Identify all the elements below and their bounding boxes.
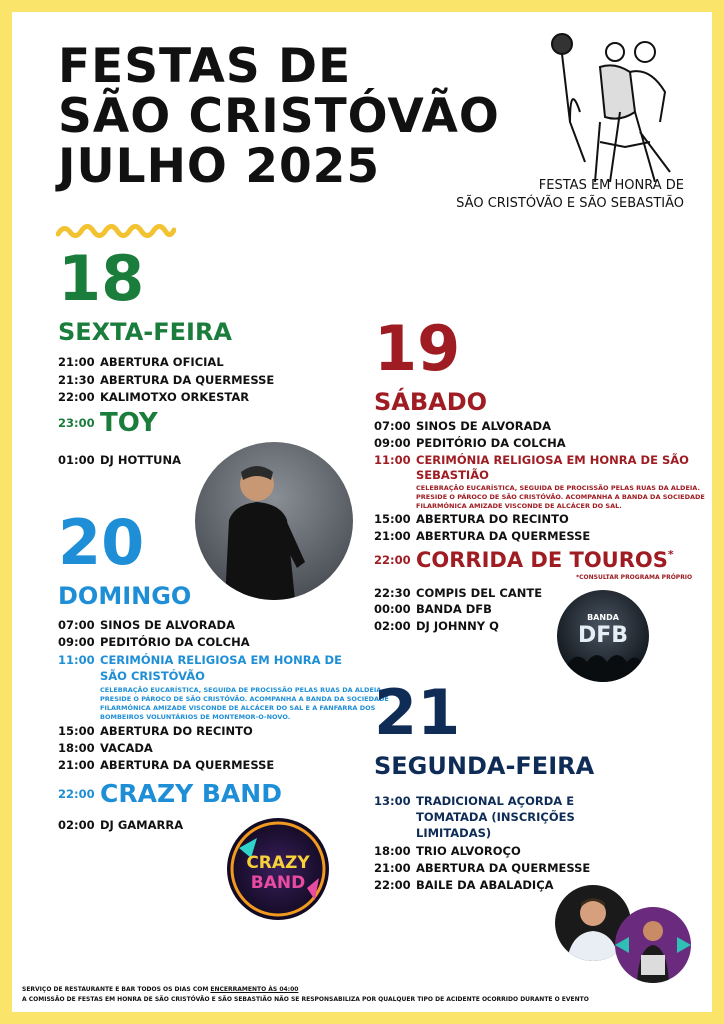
title-line-1: FESTAS DE [58,39,352,94]
day20-number: 20 [58,506,145,579]
day20-event: 18:00 VACADA [58,741,153,755]
day20-ceremony: 11:00 CERIMÓNIA RELIGIOSA EM HONRA DE [58,653,342,667]
crazy-logo-line2: BAND [250,873,306,893]
day20-ceremony-note: CELEBRAÇÃO EUCARÍSTICA, SEGUIDA DE PROCISSÃO PELAS RUAS DA ALDEIA. PRESIDE O PÁROCO DE SÃO CRISTÓVÃO. ACOMPANHA A BANDA DA SOCIEDADE FILARMÓNICA AMIZADE VISCONDE DE ALCÁCER DO SAL E A FANFARRA DOS BOMBEIROS VOLUNTÁRIOS DE MONTEMOR-O-NOVO. [100,686,389,721]
singer-silhouette-icon [195,442,353,600]
day18-event: 21:30 ABERTURA DA QUERMESSE [58,373,275,387]
day18-number: 18 [58,242,145,315]
day19-ceremony-line2: SEBASTIÃO [416,468,489,482]
day21-event: 22:00 BAILE DA ABALADIÇA [374,878,554,892]
day20-event: 07:00 SINOS DE ALVORADA [58,618,235,632]
day18-event: 22:00 KALIMOTXO ORKESTAR [58,390,250,404]
saints-illustration [540,22,690,182]
musician-photo-2 [615,907,691,983]
day20-highlight: 22:00 CRAZY BAND [58,779,282,808]
dfb-logo-big: DFB [577,623,629,648]
poster [12,12,712,1012]
day19-event: 00:00 BANDA DFB [374,602,492,616]
day20-ceremony-line2: SÃO CRISTÓVÃO [100,669,205,683]
day19-number: 19 [374,312,461,385]
dfb-art [557,590,649,682]
day18-highlight: 23:00 TOY [58,408,158,438]
crazy-logo-line1: CRAZY [246,853,310,873]
day20-event: 21:00 ABERTURA DA QUERMESSE [58,758,275,772]
day21-first-line3: LIMITADAS) [416,826,492,840]
day19-ceremony: 11:00 CERIMÓNIA RELIGIOSA EM HONRA DE SÃO [374,453,689,467]
day19-highlight-note: *CONSULTAR PROGRAMA PRÓPRIO [576,574,693,581]
toy-photo [195,442,353,600]
day21-first: 13:00 TRADICIONAL AÇORDA E [374,794,575,808]
day20-event: 09:00 PEDITÓRIO DA COLCHA [58,635,250,649]
footer-line-2: A COMISSÃO DE FESTAS EM HONRA DE SÃO CRISTÓVÃO E SÃO SEBASTIÃO NÃO SE RESPONSABILIZA POR QUALQUER TIPO DE ACIDENTE OCORRIDO DURANTE O EVENTO [22,996,589,1003]
honra-line-2: SÃO CRISTÓVÃO E SÃO SEBASTIÃO [456,196,684,211]
day19-event: 21:00 ABERTURA DA QUERMESSE [374,529,591,543]
dfb-logo-small: BANDA [587,613,619,622]
day20-name: DOMINGO [58,582,192,610]
banda-dfb-logo [557,590,649,682]
day19-event: 02:00 DJ JOHNNY Q [374,619,499,633]
day19-event: 15:00 ABERTURA DO RECINTO [374,512,569,526]
day19-name: SÁBADO [374,388,488,416]
day21-first-line2: TOMATADA (INSCRIÇÕES [416,810,575,824]
day18-name: SEXTA-FEIRA [58,318,232,346]
day19-highlight: 22:00 CORRIDA DE TOUROS* [374,548,674,572]
day18-event: 21:00 ABERTURA OFICIAL [58,355,224,369]
footer-line-1: SERVIÇO DE RESTAURANTE E BAR TODOS OS DIAS COM ENCERRAMENTO ÀS 04:00 [22,986,299,993]
day21-event: 18:00 TRIO ALVOROÇO [374,844,521,858]
honra-line-1: FESTAS EM HONRA DE [538,178,684,193]
day21-event: 21:00 ABERTURA DA QUERMESSE [374,861,591,875]
day21-name: SEGUNDA-FEIRA [374,752,595,780]
day19-event: 22:30 COMPIS DEL CANTE [374,586,543,600]
day20-late: 02:00 DJ GAMARRA [58,818,184,832]
day21-number: 21 [374,676,461,749]
accordion-player-icon [615,907,691,983]
title-line-2: SÃO CRISTÓVÃO [58,89,500,144]
day19-event: 09:00 PEDITÓRIO DA COLCHA [374,436,566,450]
day20-event: 15:00 ABERTURA DO RECINTO [58,724,253,738]
day19-ceremony-note: CELEBRAÇÃO EUCARÍSTICA, SEGUIDA DE PROCISSÃO PELAS RUAS DA ALDEIA. PRESIDE O PÁROCO DE SÃO CRISTÓVÃO. ACOMPANHA A BANDA DA SOCIEDADE FILARMÓNICA AMIZADE VISCONDE DE ALCÁCER DO SAL. [416,484,705,510]
zigzag-decoration [56,220,176,240]
crazy-band-art [227,818,329,920]
title-line-3: JULHO 2025 [58,139,381,194]
day18-late: 01:00 DJ HOTTUNA [58,453,182,467]
day19-event: 07:00 SINOS DE ALVORADA [374,419,551,433]
crazy-band-logo [227,818,329,920]
